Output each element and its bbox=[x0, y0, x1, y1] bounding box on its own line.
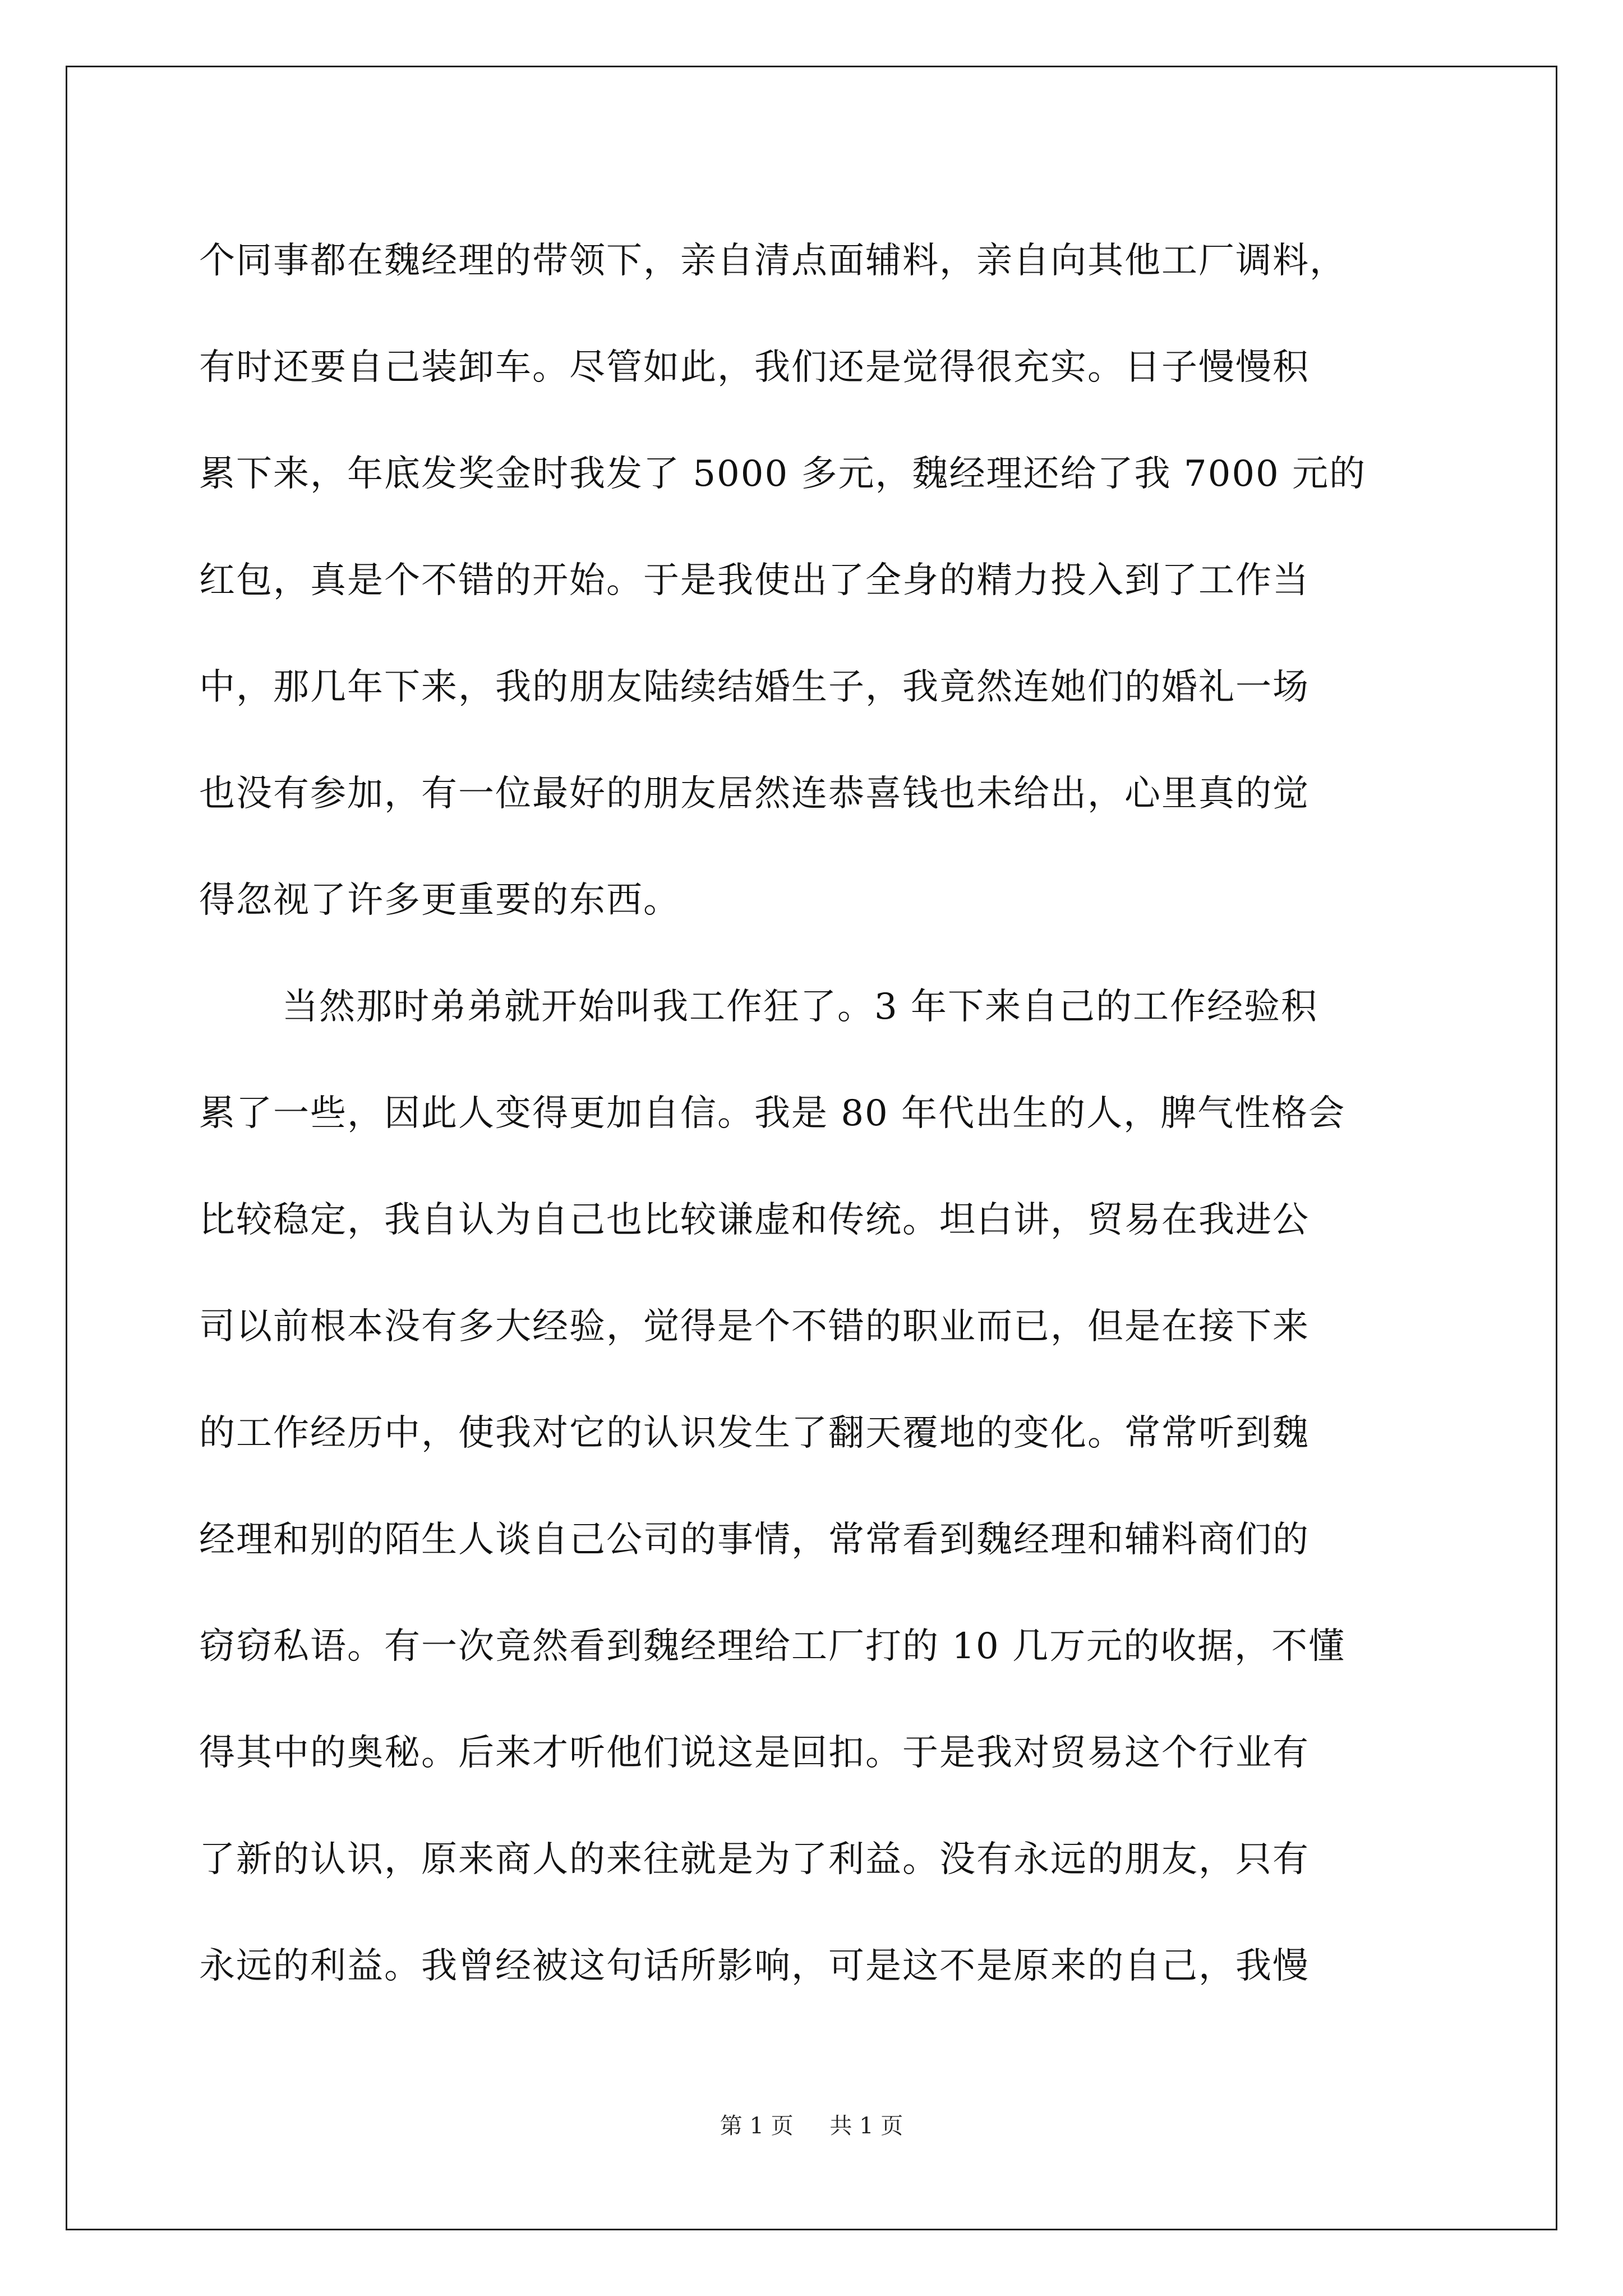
text-line: 比较稳定，我自认为自己也比较谦虚和传统。坦白讲，贸易在我进公 bbox=[199, 1199, 1310, 1241]
text-line: 司以前根本没有多大经验，觉得是个不错的职业而已，但是在接下来 bbox=[199, 1306, 1310, 1347]
page-number: 第 1 页 bbox=[720, 2113, 794, 2139]
text-line: 窃窃私语。有一次竟然看到魏经理给工厂打的 10 几万元的收据，不懂 bbox=[199, 1626, 1346, 1667]
text-line: 得忽视了许多更重要的东西。 bbox=[199, 880, 680, 921]
text-line: 永远的利益。我曾经被这句话所影响，可是这不是原来的自己，我慢 bbox=[199, 1945, 1310, 1987]
text-line: 了新的认识，原来商人的来往就是为了利益。没有永远的朋友，只有 bbox=[199, 1839, 1310, 1880]
document-body bbox=[199, 208, 1427, 2019]
text-line: 得其中的奥秘。后来才听他们说这是回扣。于是我对贸易这个行业有 bbox=[199, 1732, 1310, 1774]
text-line: 中，那几年下来，我的朋友陆续结婚生子，我竟然连她们的婚礼一场 bbox=[199, 666, 1310, 708]
text-line: 累了一些，因此人变得更加自信。我是 80 年代出生的人，脾气性格会 bbox=[199, 1093, 1346, 1134]
text-line: 经理和别的陌生人谈自己公司的事情，常常看到魏经理和辅料商们的 bbox=[199, 1519, 1310, 1561]
text-line: 的工作经历中，使我对它的认识发生了翻天覆地的变化。常常听到魏 bbox=[199, 1412, 1310, 1454]
text-line: 红包，真是个不错的开始。于是我使出了全身的精力投入到了工作当 bbox=[199, 560, 1310, 601]
text-line: 累下来，年底发奖金时我发了 5000 多元，魏经理还给了我 7000 元的 bbox=[199, 453, 1367, 495]
text-line: 个同事都在魏经理的带领下，亲自清点面辅料，亲自向其他工厂调料， bbox=[199, 240, 1347, 282]
text-line: 也没有参加，有一位最好的朋友居然连恭喜钱也未给出，心里真的觉 bbox=[199, 773, 1310, 815]
paragraph-first-line: 当然那时弟弟就开始叫我工作狂了。3 年下来自己的工作经验积 bbox=[282, 986, 1318, 1028]
page-total: 共 1 页 bbox=[829, 2113, 903, 2139]
page-footer bbox=[0, 2109, 1623, 2143]
text-line: 有时还要自己装卸车。尽管如此，我们还是觉得很充实。日子慢慢积 bbox=[199, 347, 1310, 388]
